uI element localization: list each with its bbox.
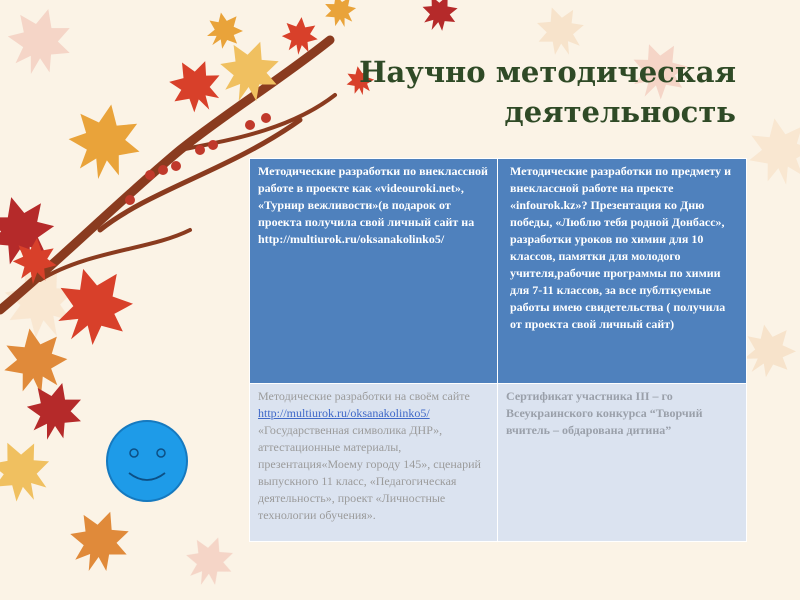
own-site-text-prefix: Методические разработки на своём сайте (258, 389, 470, 403)
table-cell-infourok: Методические разработки по предмету и внеклассной работе на пректе «infourok.kz»? Презентация ко Дню победы, «Люблю тебя родной Донбасс», разработки уроков по химии для 10 классов, памятки для молодого учителя,рабочие программы по химии для 7-11 классов, за все публткуемые работы имею свидетельства ( получила от проекта свой личный сайт) (498, 159, 747, 384)
slide-title-line-2: деятельность (504, 95, 736, 129)
slide-title (359, 52, 736, 132)
table-cell-own-site (250, 384, 498, 542)
slide-title-line-1: Научно методическая (359, 55, 736, 89)
table-cell-videouroki: Методические разработки по внеклассной работе в проекте как «videouroki.net», «Турнир вежливости»(в подарок от проекта получила свой личный сайт на http://multiurok.ru/oksanakolinko5/ (250, 159, 498, 384)
table-body-row (250, 384, 747, 542)
activities-table (249, 158, 747, 542)
multiurok-link[interactable]: http://multiurok.ru/oksanakolinko5/ (258, 406, 430, 420)
own-site-text-suffix: «Государственная символика ДНР», аттестационные материалы, презентация«Моему городу 145», сценарий выпускного 11 класс, «Педагогическая деятельность», проект «Личностные технологии обучения». (258, 423, 481, 522)
table-header-row (250, 159, 747, 384)
smiley-face-icon (105, 419, 189, 503)
table-cell-certificate: Сертификат участника III – го Всеукраинского конкурса “Творчий вчитель – обдарована дитина” (498, 384, 747, 542)
